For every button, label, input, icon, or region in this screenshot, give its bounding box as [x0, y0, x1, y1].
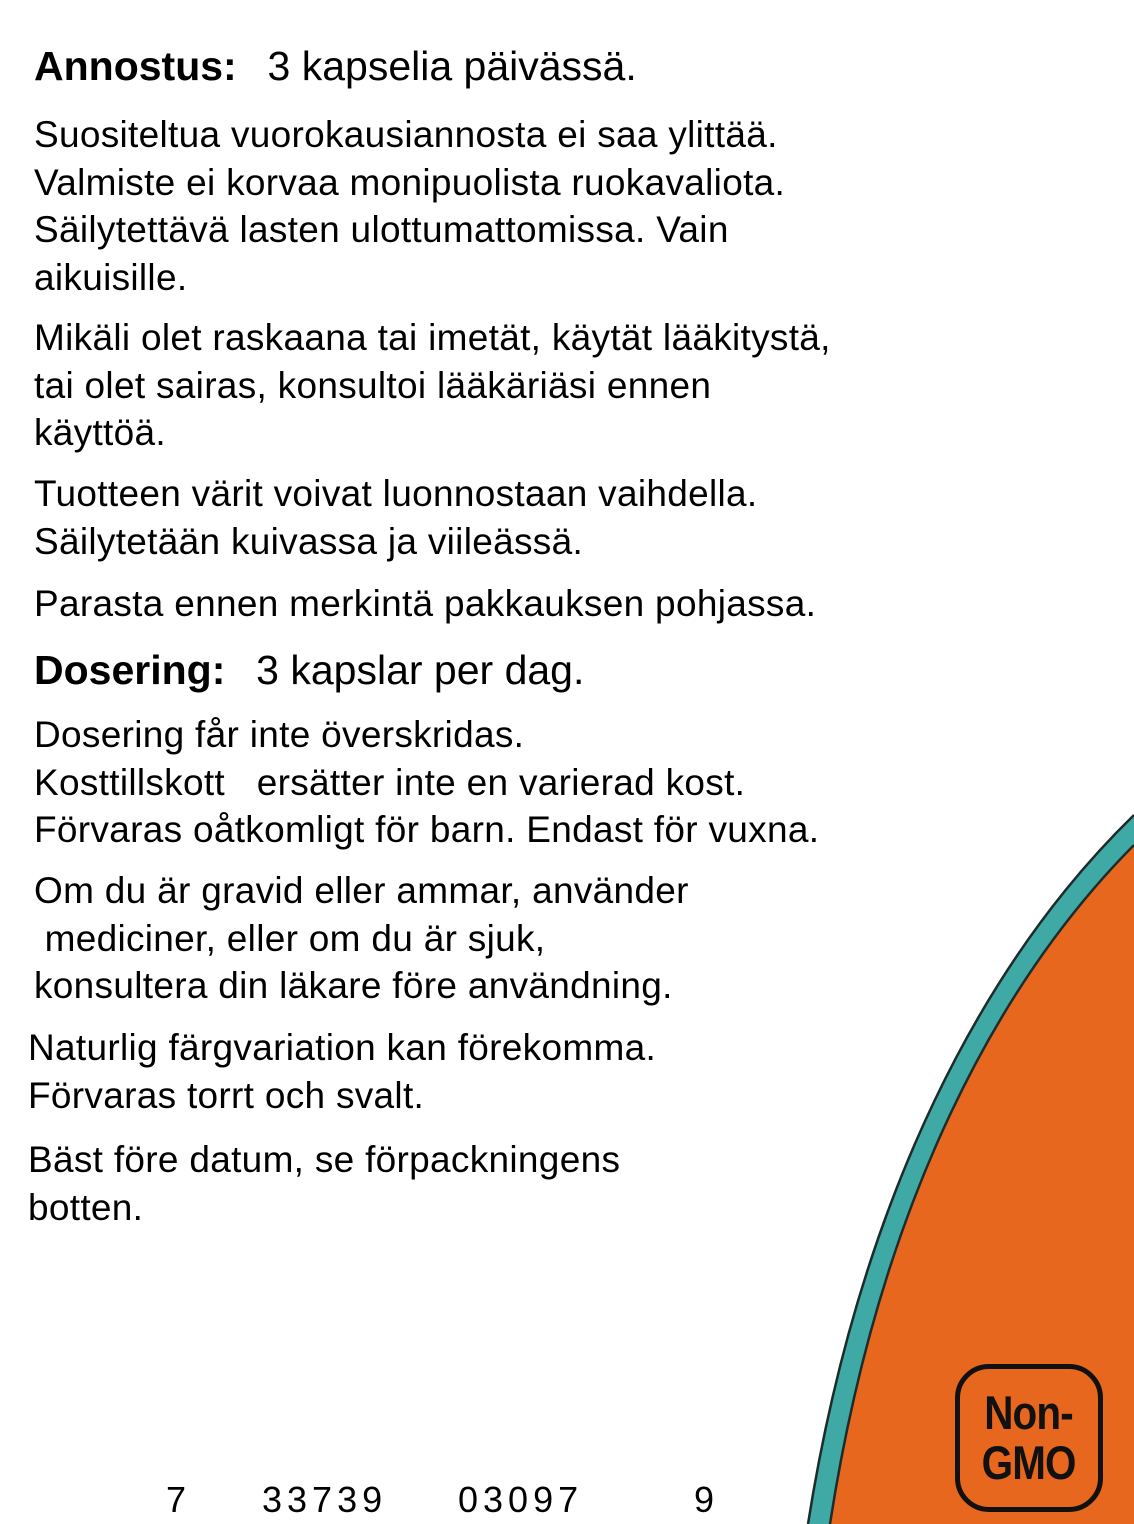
sv-dosage-label: Dosering:: [34, 647, 226, 693]
fi-pregnancy-paragraph: [34, 314, 831, 457]
text-line: Förvaras torrt och svalt.: [28, 1074, 425, 1116]
text-line: Tuotteen värit voivat luonnostaan vaihdella.: [34, 473, 758, 514]
barcode-digits: [0, 1478, 760, 1522]
text-line: Om du är gravid eller ammar, använder: [34, 870, 689, 911]
text-line: mediciner, eller om du är sjuk,: [34, 917, 546, 959]
fi-storage-paragraph: [34, 470, 758, 565]
sv-best-before-paragraph: [28, 1136, 620, 1231]
text-line: Parasta ennen merkintä pakkauksen pohjassa.: [34, 583, 817, 624]
barcode-left-group: 33739: [262, 1479, 388, 1520]
barcode-right-group: 03097: [458, 1479, 584, 1520]
text-line: Suositeltua vuorokausiannosta ei saa ylittää.: [34, 114, 778, 155]
badge-line-1: Non-: [984, 1386, 1074, 1439]
sv-dosage-value: 3 kapslar per dag.: [256, 647, 585, 693]
text-line: aikuisille.: [34, 256, 188, 298]
text-line: tai olet sairas, konsultoi lääkäriäsi ennen: [34, 364, 712, 406]
non-gmo-badge: [955, 1364, 1103, 1512]
sv-dosage-heading: [34, 646, 584, 694]
text-line: Naturlig färgvariation kan förekomma.: [28, 1027, 657, 1068]
text-line: Säilytetään kuivassa ja viileässä.: [34, 520, 584, 562]
fi-dosage-heading: [34, 42, 637, 90]
text-line: Bäst före datum, se förpackningens: [28, 1139, 621, 1180]
text-line: Förvaras oåtkomligt för barn. Endast för vuxna.: [34, 809, 820, 850]
text-line: Valmiste ei korvaa monipuolista ruokavaliota.: [34, 161, 786, 203]
text-line: konsultera din läkare före användning.: [34, 965, 673, 1006]
text-line: botten.: [28, 1186, 144, 1228]
text-line: käyttöä.: [34, 412, 166, 453]
text-line: Kosttillskott ersätter inte en varierad kost.: [34, 761, 746, 803]
fi-dosage-label: Annostus:: [34, 43, 237, 89]
fi-best-before: [34, 580, 816, 628]
badge-line-2: GMO: [982, 1436, 1076, 1489]
text-line: Mikäli olet raskaana tai imetät, käytät lääkitystä,: [34, 317, 831, 358]
text-line: Dosering får inte överskridas.: [34, 714, 525, 755]
sv-storage-paragraph: [28, 1024, 656, 1119]
fi-warnings-paragraph: [34, 111, 785, 301]
text-line: Säilytettävä lasten ulottumattomissa. Vain: [34, 209, 729, 250]
sv-warnings-paragraph: [34, 711, 819, 854]
sv-pregnancy-paragraph: [34, 867, 689, 1010]
barcode-check-digit: 9: [694, 1479, 715, 1520]
fi-dosage-value: 3 kapselia päivässä.: [267, 43, 637, 89]
barcode-first-digit: 7: [166, 1479, 187, 1520]
